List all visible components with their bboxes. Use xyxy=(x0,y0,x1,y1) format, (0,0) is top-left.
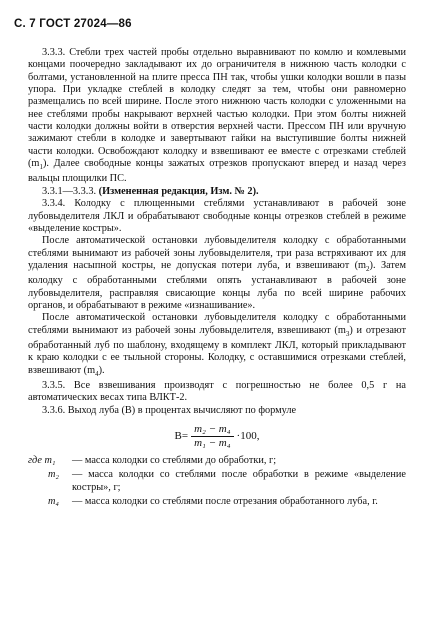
formula-lhs: В= xyxy=(174,429,189,442)
definition-text: — масса колодки со стеблями до обработки, г; xyxy=(72,454,277,466)
definition-text: — масса колодки со стеблями после отрезания обработанного луба, г. xyxy=(72,495,378,507)
subscript: 1 xyxy=(39,163,43,172)
paragraph-after-2 xyxy=(28,312,406,380)
paragraph-text: 3.3.3. Стебли трех частей пробы отдельно выравнивают по комлю и комлевыми концами поочередно закладывают их до ограничителя в нижнюю часть колодки с болтами, установленной на плите пресса ПН так, чтобы ушки колодки вошли в пазы упора. При укладке стеблей в колодку следят за тем, чтобы они равномерно размещались по всей ширине. После этого нижнюю часть колодки с уложенными на нее стеблями пробы накрывают верхней частью колодки. При этом болты нижней части колодки должны войти в отверстия верхней части. Прессом ПН или вручную зажимают стебли в колодке и завертывают гайки на выступившие болты нижней части колодки. Освобождают колодку и взвешивают ее вместе с отрезками стеблей (m xyxy=(28,47,406,170)
definition-symbol: m₂ xyxy=(48,469,60,481)
paragraph-text: После автоматической остановки лубовыделителя колодку с обработанными стеблями вынимают из рабочей зоны лубовыделителя, три раза встряхивают их для удаления насыпной костры, не допуская потери луба, и взвешивают (m xyxy=(28,235,406,271)
document-body xyxy=(28,47,406,510)
definition-symbol: m₄ xyxy=(48,495,60,507)
paragraph-text: ). Затем колодку с обработанными стеблями опять устанавливают в рабочей зоне лубовыделителя, расправляя свисающие концы луба по всей ширине рабочих органов, и обрабатывают в режиме «изнашивание». xyxy=(28,259,406,311)
subscript: 2 xyxy=(366,264,370,273)
definition-row xyxy=(28,455,406,467)
definition-text: — масса колодки со стеблями после обработки в режиме «выделение костры», г; xyxy=(72,469,406,493)
formula-denominator: m₁ − m₄ xyxy=(194,436,231,449)
formula xyxy=(28,423,406,449)
definitions xyxy=(28,455,406,508)
paragraph-after-1 xyxy=(28,235,406,312)
formula-fraction xyxy=(191,423,233,449)
paragraph-text: ). Далее свободные концы зажатых отрезков пропускают вперед и назад через вальцы площилки ПС. xyxy=(28,158,406,185)
paragraph-text: ). xyxy=(98,364,105,376)
subscript: 4 xyxy=(95,369,99,378)
definition-row xyxy=(28,496,406,508)
page-header: С. 7 ГОСТ 27024—86 xyxy=(14,18,132,30)
paragraph-3-3-6: 3.3.6. Выход луба (В) в процентах вычисляют по формуле xyxy=(42,404,297,416)
paragraph-3-3-4: 3.3.4. Колодку с плющенными стеблями устанавливают в рабочей зоне лубовыделителя ЛКЛ и обрабатывают свободные концы отрезков стеблей в режиме «выделение костры». xyxy=(28,198,406,234)
paragraph-text: После автоматической остановки лубовыделителя колодку с обработанными стеблями вынимают из рабочей зоны лубовыделителя, взвешивают (m xyxy=(28,312,406,336)
amendment-ref: 3.3.1—3.3.3. xyxy=(42,185,97,197)
definition-row xyxy=(28,469,406,494)
paragraph-3-3-3 xyxy=(28,47,406,186)
formula-rhs: ·100, xyxy=(236,429,260,442)
amendment-text: (Измененная редакция, Изм. № 2). xyxy=(98,185,259,197)
definition-symbol: где m₁ xyxy=(28,454,56,466)
paragraph-3-3-5: 3.3.5. Все взвешивания производят с погрешностью не более 0,5 г на автоматических весах типа ВЛКТ-2. xyxy=(28,380,406,404)
paragraph-text: ) и отрезают обработанный луб по шаблону, входящему в комплект ЛКЛ, который прикладывают к краю колодки с ее тыльной стороны. Колодку, с оставшимися отрезками стеблей, взвешивают (m xyxy=(28,324,406,376)
subscript: 3 xyxy=(345,329,350,338)
formula-numerator: m₂ − m₄ xyxy=(191,423,233,436)
amendment-note xyxy=(28,186,406,198)
